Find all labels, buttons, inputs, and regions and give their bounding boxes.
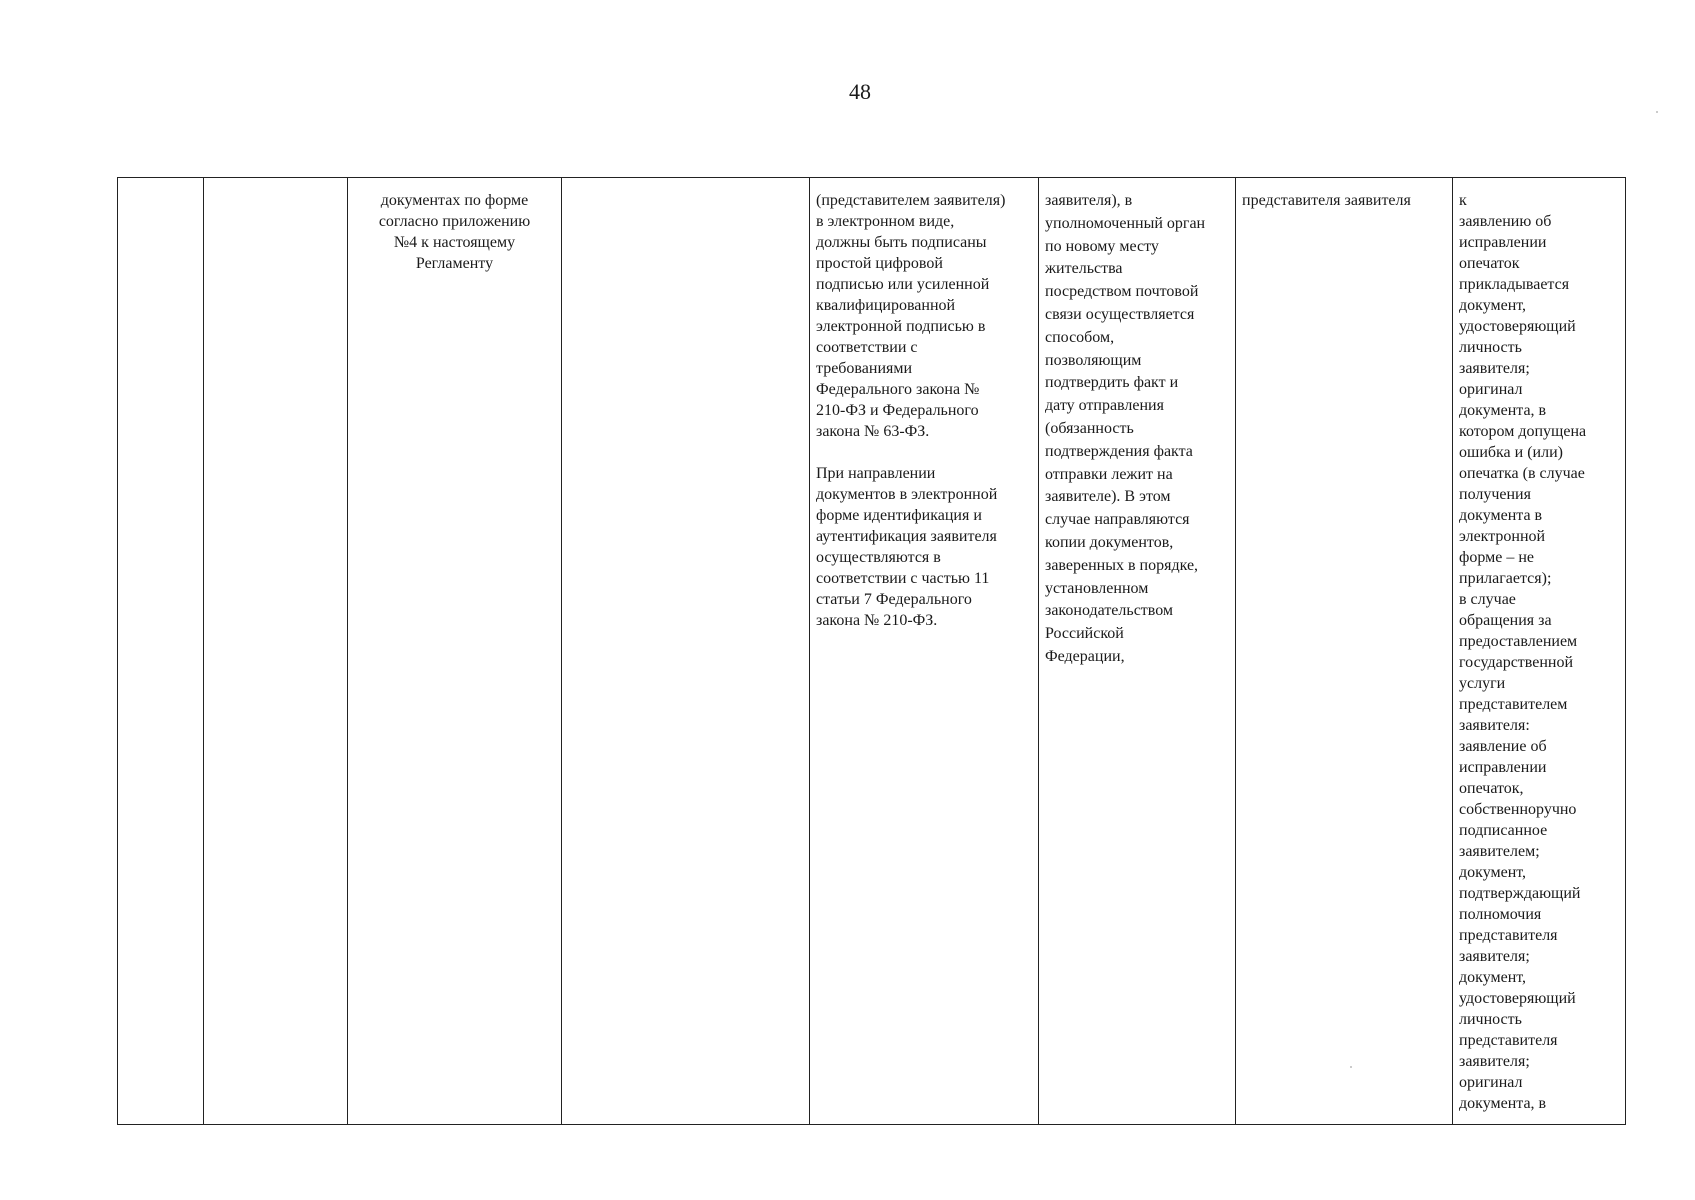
regulation-table [117, 177, 1626, 1125]
cell-paragraph: (представителем заявителя) в электронном виде, должны быть подписаны простой цифровой подписью или усиленной квалифицированной электронной подписью в соответствии с требованиями Федерального закона № 210-ФЗ и Федерального закона № 63-ФЗ. [816, 192, 1006, 440]
table-cell-col2 [204, 178, 348, 1125]
scan-speck [1350, 1066, 1352, 1068]
table-cell-col1 [118, 178, 204, 1125]
table-cell-col4 [562, 178, 810, 1125]
table-cell-col6 [1039, 178, 1236, 1125]
cell-paragraph: При направлении документов в электронной форме идентификация и аутентификация заявителя осуществляются в соответствии с частью 11 статьи 7 Федерального закона № 210-ФЗ. [816, 465, 998, 629]
cell-paragraph: документах по форме согласно приложению №4 к настоящему Регламенту [378, 192, 531, 272]
table-cell-col7 [1236, 178, 1453, 1125]
table-cell-col3 [348, 178, 562, 1125]
cell-paragraph: заявителя), в уполномоченный орган по новому месту жительства посредством почтовой связи осуществляется способом, позволяющим подтвердить факт и дату отправления (обязанность подтверждения факта отправки лежит на заявителе). В этом случае направляются копии документов, заверенных в порядке, установленном законодательством Российской Федерации, [1045, 192, 1206, 665]
cell-paragraph: к заявлению об исправлении опечаток прикладывается документ, удостоверяющий личность заявителя; оригинал документа, в котором допущена ошибка и (или) опечатка (в случае получения документа в электронной форме – не прилагается); в случае обращения за предоставлением государственной услуги представителем заявителя: заявление об исправлении опечаток, собственноручно подписанное заявителем; документ, подтверждающий полномочия представителя заявителя; документ, удостоверяющий личность представителя заявителя; оригинал документа, в [1459, 192, 1587, 1112]
table-cell-col5 [810, 178, 1039, 1125]
page-number: 48 [849, 79, 871, 104]
scan-speck [1656, 111, 1658, 113]
cell-paragraph: представителя заявителя [1242, 192, 1411, 209]
table-cell-col8 [1453, 178, 1626, 1125]
table-row [118, 178, 1626, 1125]
